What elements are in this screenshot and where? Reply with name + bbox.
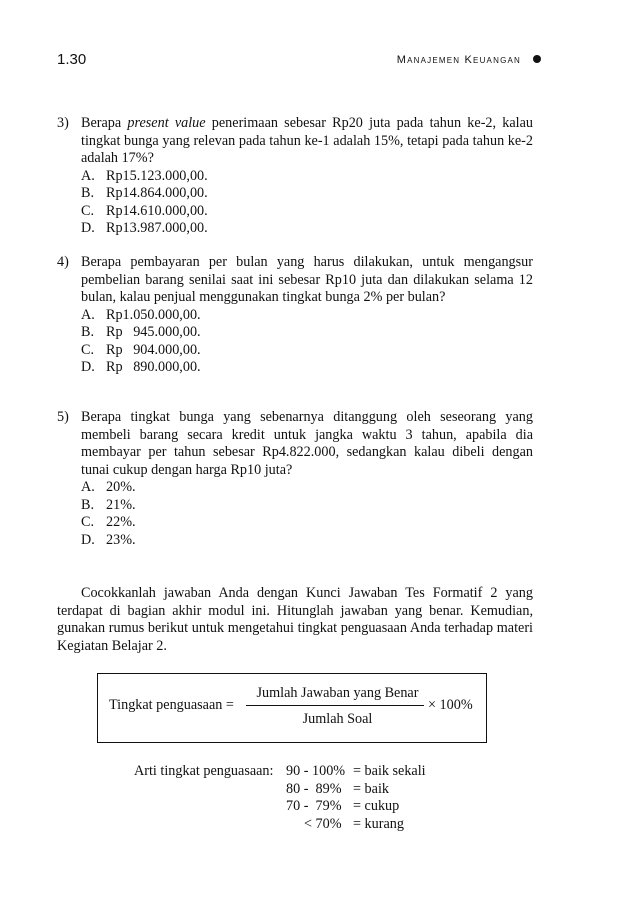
level-range: < 70% xyxy=(304,815,342,832)
page-header xyxy=(57,51,541,71)
option-d: D. 23%. xyxy=(81,531,136,548)
level-meaning: = cukup xyxy=(353,798,400,814)
options-list xyxy=(81,307,533,377)
option-c: C. Rp 904.000,00. xyxy=(81,341,201,358)
question-text: Berapa pembayaran per bulan yang harus dilakukan, untuk mengangsur pembelian barang senilai saat ini sebesar Rp10 juta dan dilakukan selama 12 bulan, kalau penjual menggunakan tingkat bunga 2% per bulan? xyxy=(81,254,533,305)
level-range: 90 - 100% xyxy=(286,763,346,779)
options-list xyxy=(81,479,533,549)
question-3 xyxy=(57,115,533,238)
question-number: 4) xyxy=(57,254,69,270)
formula-numerator: Jumlah Jawaban yang Benar xyxy=(256,685,419,701)
fraction-bar xyxy=(246,705,424,706)
question-number: 5) xyxy=(57,409,69,425)
level-meaning: = baik sekali xyxy=(353,763,426,779)
option-b: B. Rp 945.000,00. xyxy=(81,324,201,340)
option-b: B. Rp14.864.000,00. xyxy=(81,185,208,201)
instruction-paragraph: Cocokkanlah jawaban Anda dengan Kunci Jawaban Tes Formatif 2 yang terdapat di bagian akhir modul ini. Hitunglah jawaban yang benar. Kemudian, gunakan rumus berikut untuk mengetahui tingkat penguasaan Anda terhadap materi Kegiatan Belajar 2. xyxy=(57,585,533,654)
running-title: Manajemen Keuangan xyxy=(396,54,521,66)
option-c: C. Rp14.610.000,00. xyxy=(81,202,208,219)
level-meaning: = baik xyxy=(353,780,389,797)
option-b: B. 21%. xyxy=(81,496,136,513)
levels-intro: Arti tingkat penguasaan: xyxy=(134,763,274,779)
question-5 xyxy=(57,409,533,549)
options-list xyxy=(81,168,533,238)
question-4 xyxy=(57,254,533,377)
formula-multiplier: × 100% xyxy=(428,697,473,713)
option-a: A. Rp1.050.000,00. xyxy=(81,306,201,323)
option-a: A. Rp15.123.000,00. xyxy=(81,167,208,184)
question-text: Berapa present value penerimaan sebesar Rp20 juta pada tahun ke-2, kalau tingkat bunga yang relevan pada tahun ke-1 adalah 15%, tetapi pada tahun ke-2 adalah 17%? xyxy=(81,115,533,166)
formula-label: Tingkat penguasaan = xyxy=(109,697,234,713)
level-range: 70 - 79% xyxy=(286,798,342,814)
question-number: 3) xyxy=(57,115,69,131)
level-meaning: = kurang xyxy=(353,815,404,832)
option-c: C. 22%. xyxy=(81,514,136,530)
option-a: A. 20%. xyxy=(81,479,136,495)
option-d: D. Rp 890.000,00. xyxy=(81,359,201,375)
page-number: 1.30 xyxy=(57,51,87,68)
option-d: D. Rp13.987.000,00. xyxy=(81,220,208,236)
question-text: Berapa tingkat bunga yang sebenarnya ditanggung oleh seseorang yang membeli barang secara kredit untuk jangka waktu 3 tahun, apabila dia membayar per tahun sebesar Rp4.822.000, sedangkan kalau dibeli dengan tunai cukup dengan harga Rp10 juta? xyxy=(81,409,533,478)
italic-term: present value xyxy=(127,115,206,131)
level-range: 80 - 89% xyxy=(286,780,342,797)
bullet-icon xyxy=(533,55,541,63)
formula-box xyxy=(97,673,487,743)
formula-denominator: Jumlah Soal xyxy=(302,711,373,727)
